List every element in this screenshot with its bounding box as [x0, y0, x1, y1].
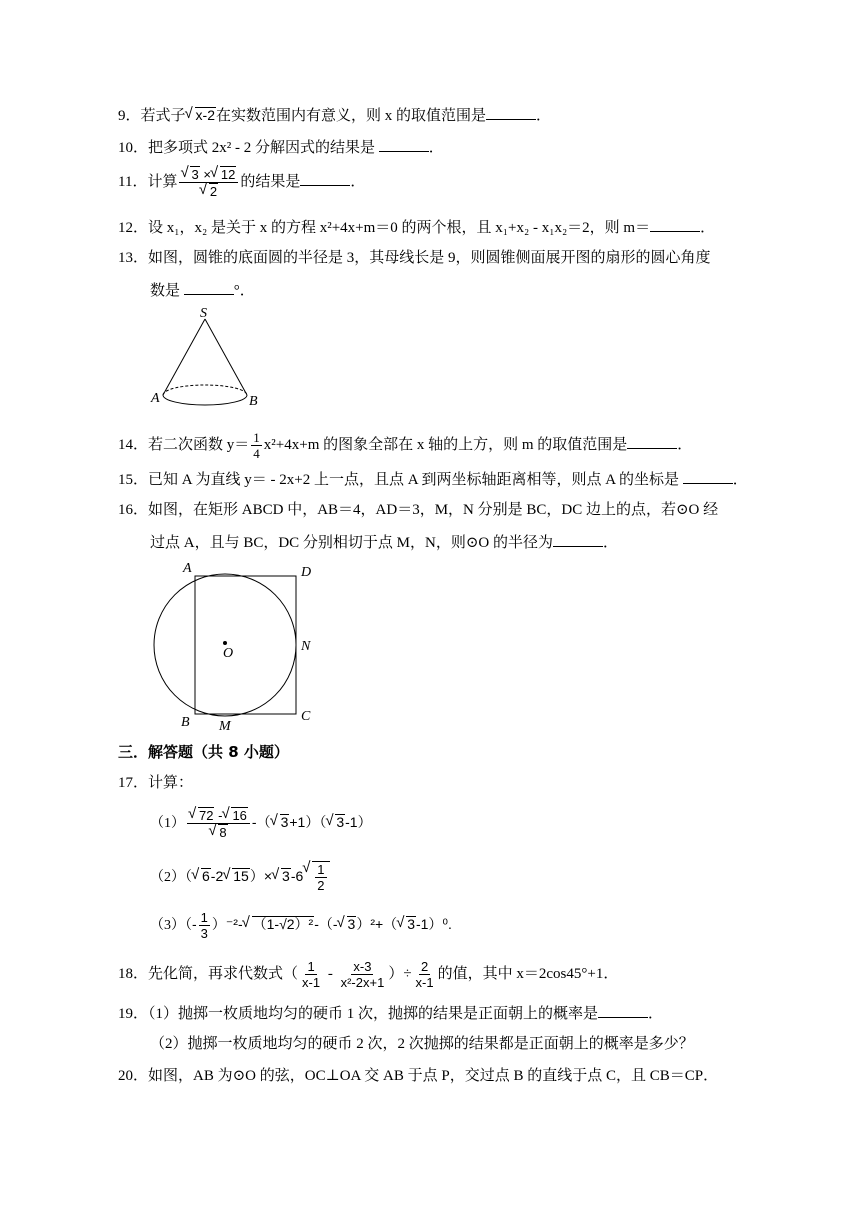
- radical: √ x-2: [195, 107, 216, 123]
- answer-blank: [598, 1003, 648, 1018]
- answer-blank: [486, 105, 536, 120]
- answer-blank: [683, 469, 733, 484]
- cone-figure: [145, 305, 265, 415]
- question-18: 18．先化简，再求代数式（ $\frac{1}{x-1}$ - $\frac{x-3}{\text{x²-2x+1}}$ ）÷ $\frac{2}{x-1}$ 的值，其中 x＝2cos45°+1．: [118, 959, 619, 990]
- answer-blank: [553, 532, 603, 547]
- answer-blank: [379, 137, 429, 152]
- answer-blank: [184, 280, 234, 295]
- label-n: N: [301, 639, 311, 654]
- question-17: 17．计算：: [118, 775, 194, 791]
- question-19-part-2: （2）抛掷一枚质地均匀的硬币 2 次，2 次抛掷的结果都是正面朝上的概率是多少？: [150, 1036, 694, 1052]
- answer-blank: [627, 434, 677, 449]
- question-9: 9．若式子√ x-2在实数范围内有意义，则 x 的取值范围是 ．: [118, 105, 551, 126]
- label-b: B: [249, 394, 258, 409]
- question-11: 11．计算 √ 3 ×√ 12 √ 2 的结果是 ．: [118, 166, 365, 199]
- section-heading: 三．解答题（共 8 小题）: [118, 743, 289, 761]
- question-13: 13．如图，圆锥的底面圆的半径是 3，其母线长是 9，则圆锥侧面展开图的扇形的圆心角度: [118, 250, 711, 266]
- fraction: √ 3 ×√ 12 √ 2: [179, 166, 238, 199]
- rectangle-circle-figure: [145, 556, 335, 734]
- answer-blank: [300, 171, 350, 186]
- question-17-part-2: （2）（√ 6-2√ 15）×√ 3-6 √ $\frac{1}{2}$: [150, 861, 330, 893]
- label-m: M: [219, 719, 231, 734]
- label-b: B: [181, 715, 190, 730]
- question-17-part-1: （1） √ 72 -√ 16 √ 8 -（√ 3+1）（√ 3-1）: [150, 807, 372, 840]
- question-12: 12．设 x₁，x₂ 是关于 x 的方程 x²+4x+m＝0 的两个根，且 x₁+x₂ - x₁x₂＝2，则 m＝ ．: [118, 217, 715, 238]
- fraction: $\frac{1}{x-1}$: [302, 959, 321, 990]
- question-15: 15．已知 A 为直线 y＝ - 2x+2 上一点，且点 A 到两坐标轴距离相等，则点 A 的坐标是 ．: [118, 469, 748, 490]
- radical-fraction: √ $\frac{1}{2}$: [312, 861, 329, 893]
- question-19: 19．（1）抛掷一枚质地均匀的硬币 1 次，抛掷的结果是正面朝上的概率是 ．: [118, 1003, 663, 1024]
- fraction: $\frac{x-3}{\text{x²-2x+1}}$: [340, 959, 385, 990]
- question-16-cont: 过点 A，且与 BC，DC 分别相切于点 M，N，则⊙O 的半径为 ．: [150, 532, 618, 553]
- question-10: 10．把多项式 2x² - 2 分解因式的结果是 ．: [118, 137, 444, 158]
- question-17-part-3: （3）（- $\frac{1}{3}$ ）⁻²-√ （1-√2）²-（-√ 3）²+（√ 3-1）⁰.: [150, 910, 452, 941]
- fraction: √ 72 -√ 16 √ 8: [187, 807, 250, 840]
- fraction: $\frac{1}{3}$: [200, 910, 208, 941]
- question-13-cont: 数是 °．: [150, 280, 255, 301]
- label-s: S: [200, 306, 207, 321]
- label-c: C: [301, 709, 311, 724]
- cone-base-back: [163, 385, 247, 395]
- cone-base-front: [163, 395, 247, 405]
- question-14: 14．若二次函数 y＝ $\frac{1}{4}$ x²+4x+m 的图象全部在 x 轴的上方，则 m 的取值范围是 ．: [118, 430, 693, 461]
- rectangle-abcd: [195, 576, 296, 714]
- label-a: A: [183, 561, 192, 576]
- center-point: [223, 641, 227, 645]
- label-o: O: [223, 646, 234, 661]
- fraction: $\frac{2}{x-1}$: [415, 959, 434, 990]
- question-16: 16．如图，在矩形 ABCD 中，AB＝4，AD＝3，M，N 分别是 BC，DC 边上的点，若⊙O 经: [118, 502, 719, 518]
- answer-blank: [650, 217, 700, 232]
- label-d: D: [301, 565, 312, 580]
- label-a: A: [151, 391, 160, 406]
- question-20: 20．如图，AB 为⊙O 的弦，OC⊥OA 交 AB 于点 P，交过点 B 的直线于点 C，且 CB＝CP．: [118, 1068, 719, 1084]
- fraction: $\frac{1}{4}$: [253, 430, 260, 461]
- cone-right-edge: [205, 319, 247, 395]
- cone-left-edge: [163, 319, 205, 395]
